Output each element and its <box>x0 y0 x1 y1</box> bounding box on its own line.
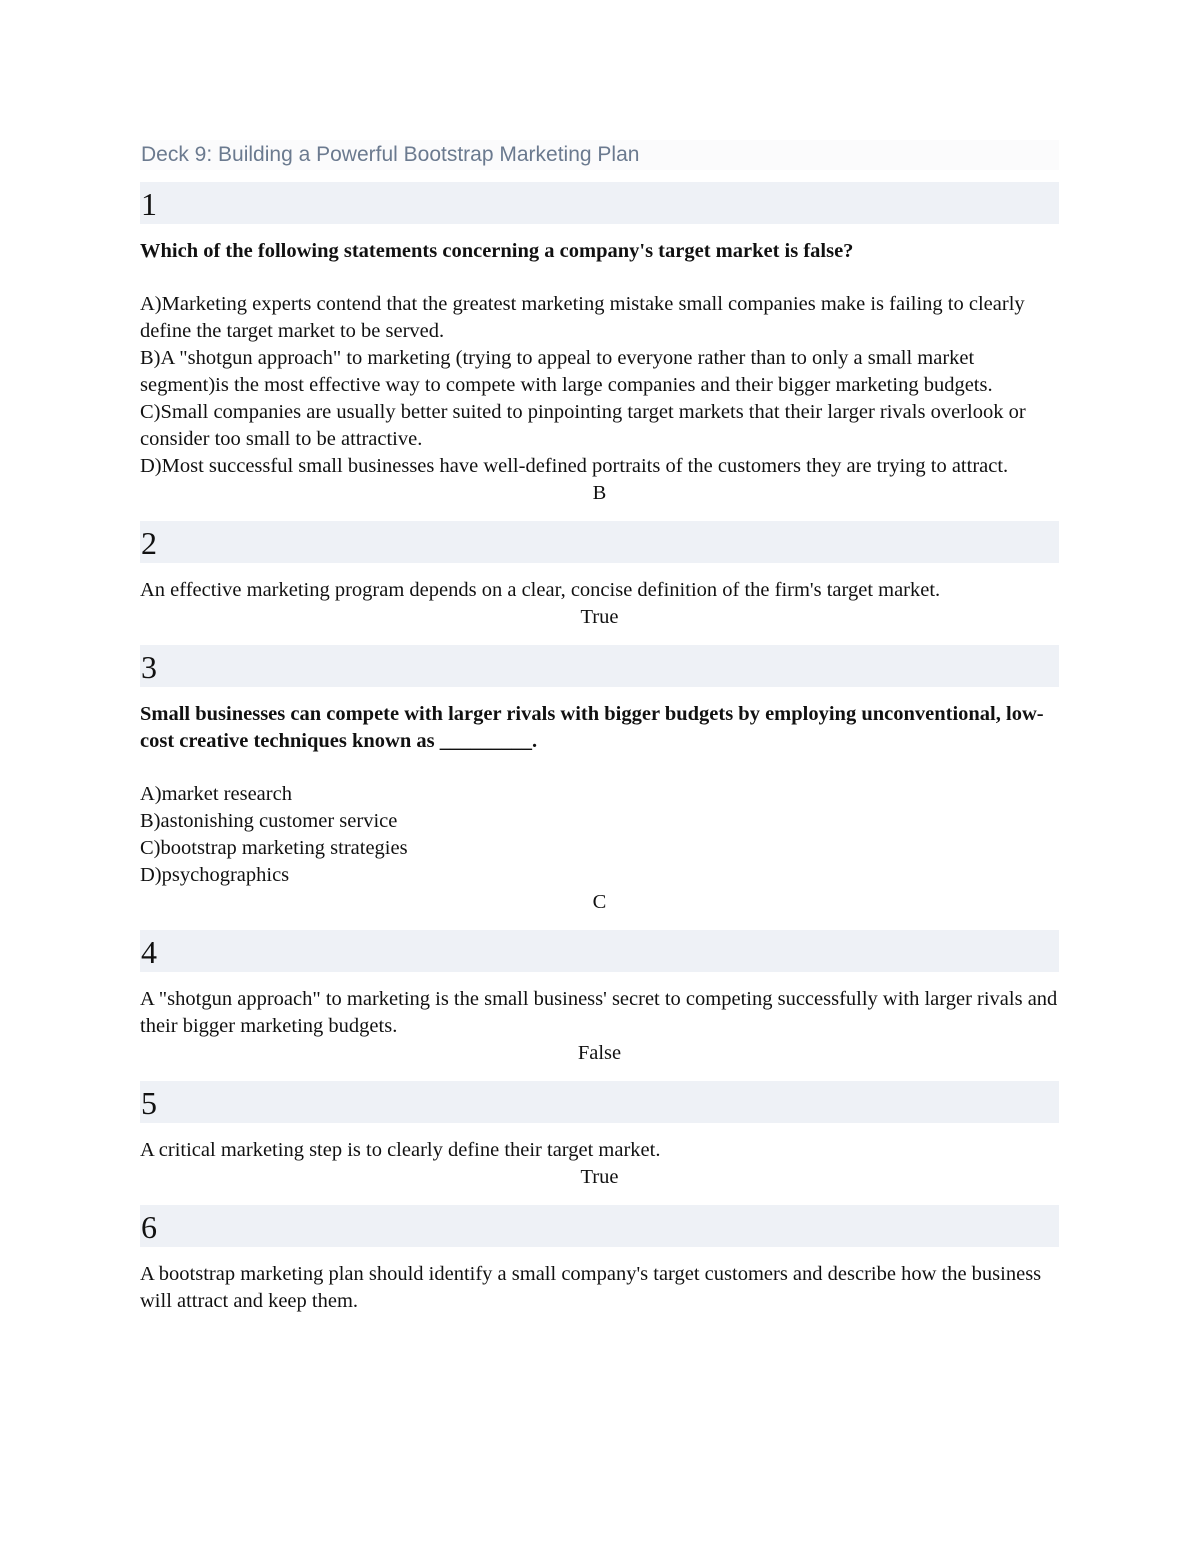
deck-title: Deck 9: Building a Powerful Bootstrap Marketing Plan <box>140 140 1059 170</box>
question-block <box>140 645 1059 916</box>
answer-options <box>140 291 1059 480</box>
question-prompt: An effective marketing program depends on a clear, concise definition of the firm's target market. <box>140 579 941 601</box>
option-d: D)Most successful small businesses have well-defined portraits of the customers they are trying to attract. <box>140 455 1009 477</box>
option-a: A)Marketing experts contend that the greatest marketing mistake small companies make is failing to clearly define the target market to be served. <box>140 293 1025 342</box>
answer-key: True <box>580 1166 619 1188</box>
answer-key: False <box>577 1042 622 1064</box>
question-block <box>140 521 1059 631</box>
option-d: D)psychographics <box>140 864 290 886</box>
document-page <box>140 140 1059 1329</box>
question-number: 5 <box>140 1081 1059 1123</box>
option-b: B)A "shotgun approach" to marketing (trying to appeal to everyone rather than to only a small market segment)is the most effective way to compete with large companies and their bigger marketing budgets. <box>140 347 993 396</box>
option-c: C)Small companies are usually better suited to pinpointing target markets that their larger rivals overlook or consider too small to be attractive. <box>140 401 1026 450</box>
question-number: 6 <box>140 1205 1059 1247</box>
question-block <box>140 930 1059 1067</box>
question-prompt: Which of the following statements concerning a company's target market is false? <box>140 240 854 262</box>
answer-key: C <box>592 891 607 913</box>
answer-key: B <box>592 482 607 504</box>
question-block <box>140 1081 1059 1191</box>
answer-options <box>140 781 1059 889</box>
question-number: 4 <box>140 930 1059 972</box>
question-number: 1 <box>140 182 1059 224</box>
question-block <box>140 182 1059 507</box>
option-a: A)market research <box>140 783 292 805</box>
question-prompt: Small businesses can compete with larger rivals with bigger budgets by employing unconventional, low-cost creative techniques known as _________. <box>140 703 1044 752</box>
option-b: B)astonishing customer service <box>140 810 398 832</box>
option-c: C)bootstrap marketing strategies <box>140 837 408 859</box>
question-number: 2 <box>140 521 1059 563</box>
question-block <box>140 1205 1059 1315</box>
answer-key: True <box>580 606 619 628</box>
question-number: 3 <box>140 645 1059 687</box>
question-prompt: A bootstrap marketing plan should identify a small company's target customers and describe how the business will attract and keep them. <box>140 1263 1042 1312</box>
question-prompt: A "shotgun approach" to marketing is the small business' secret to competing successfully with larger rivals and their bigger marketing budgets. <box>140 988 1058 1037</box>
question-prompt: A critical marketing step is to clearly define their target market. <box>140 1139 661 1161</box>
